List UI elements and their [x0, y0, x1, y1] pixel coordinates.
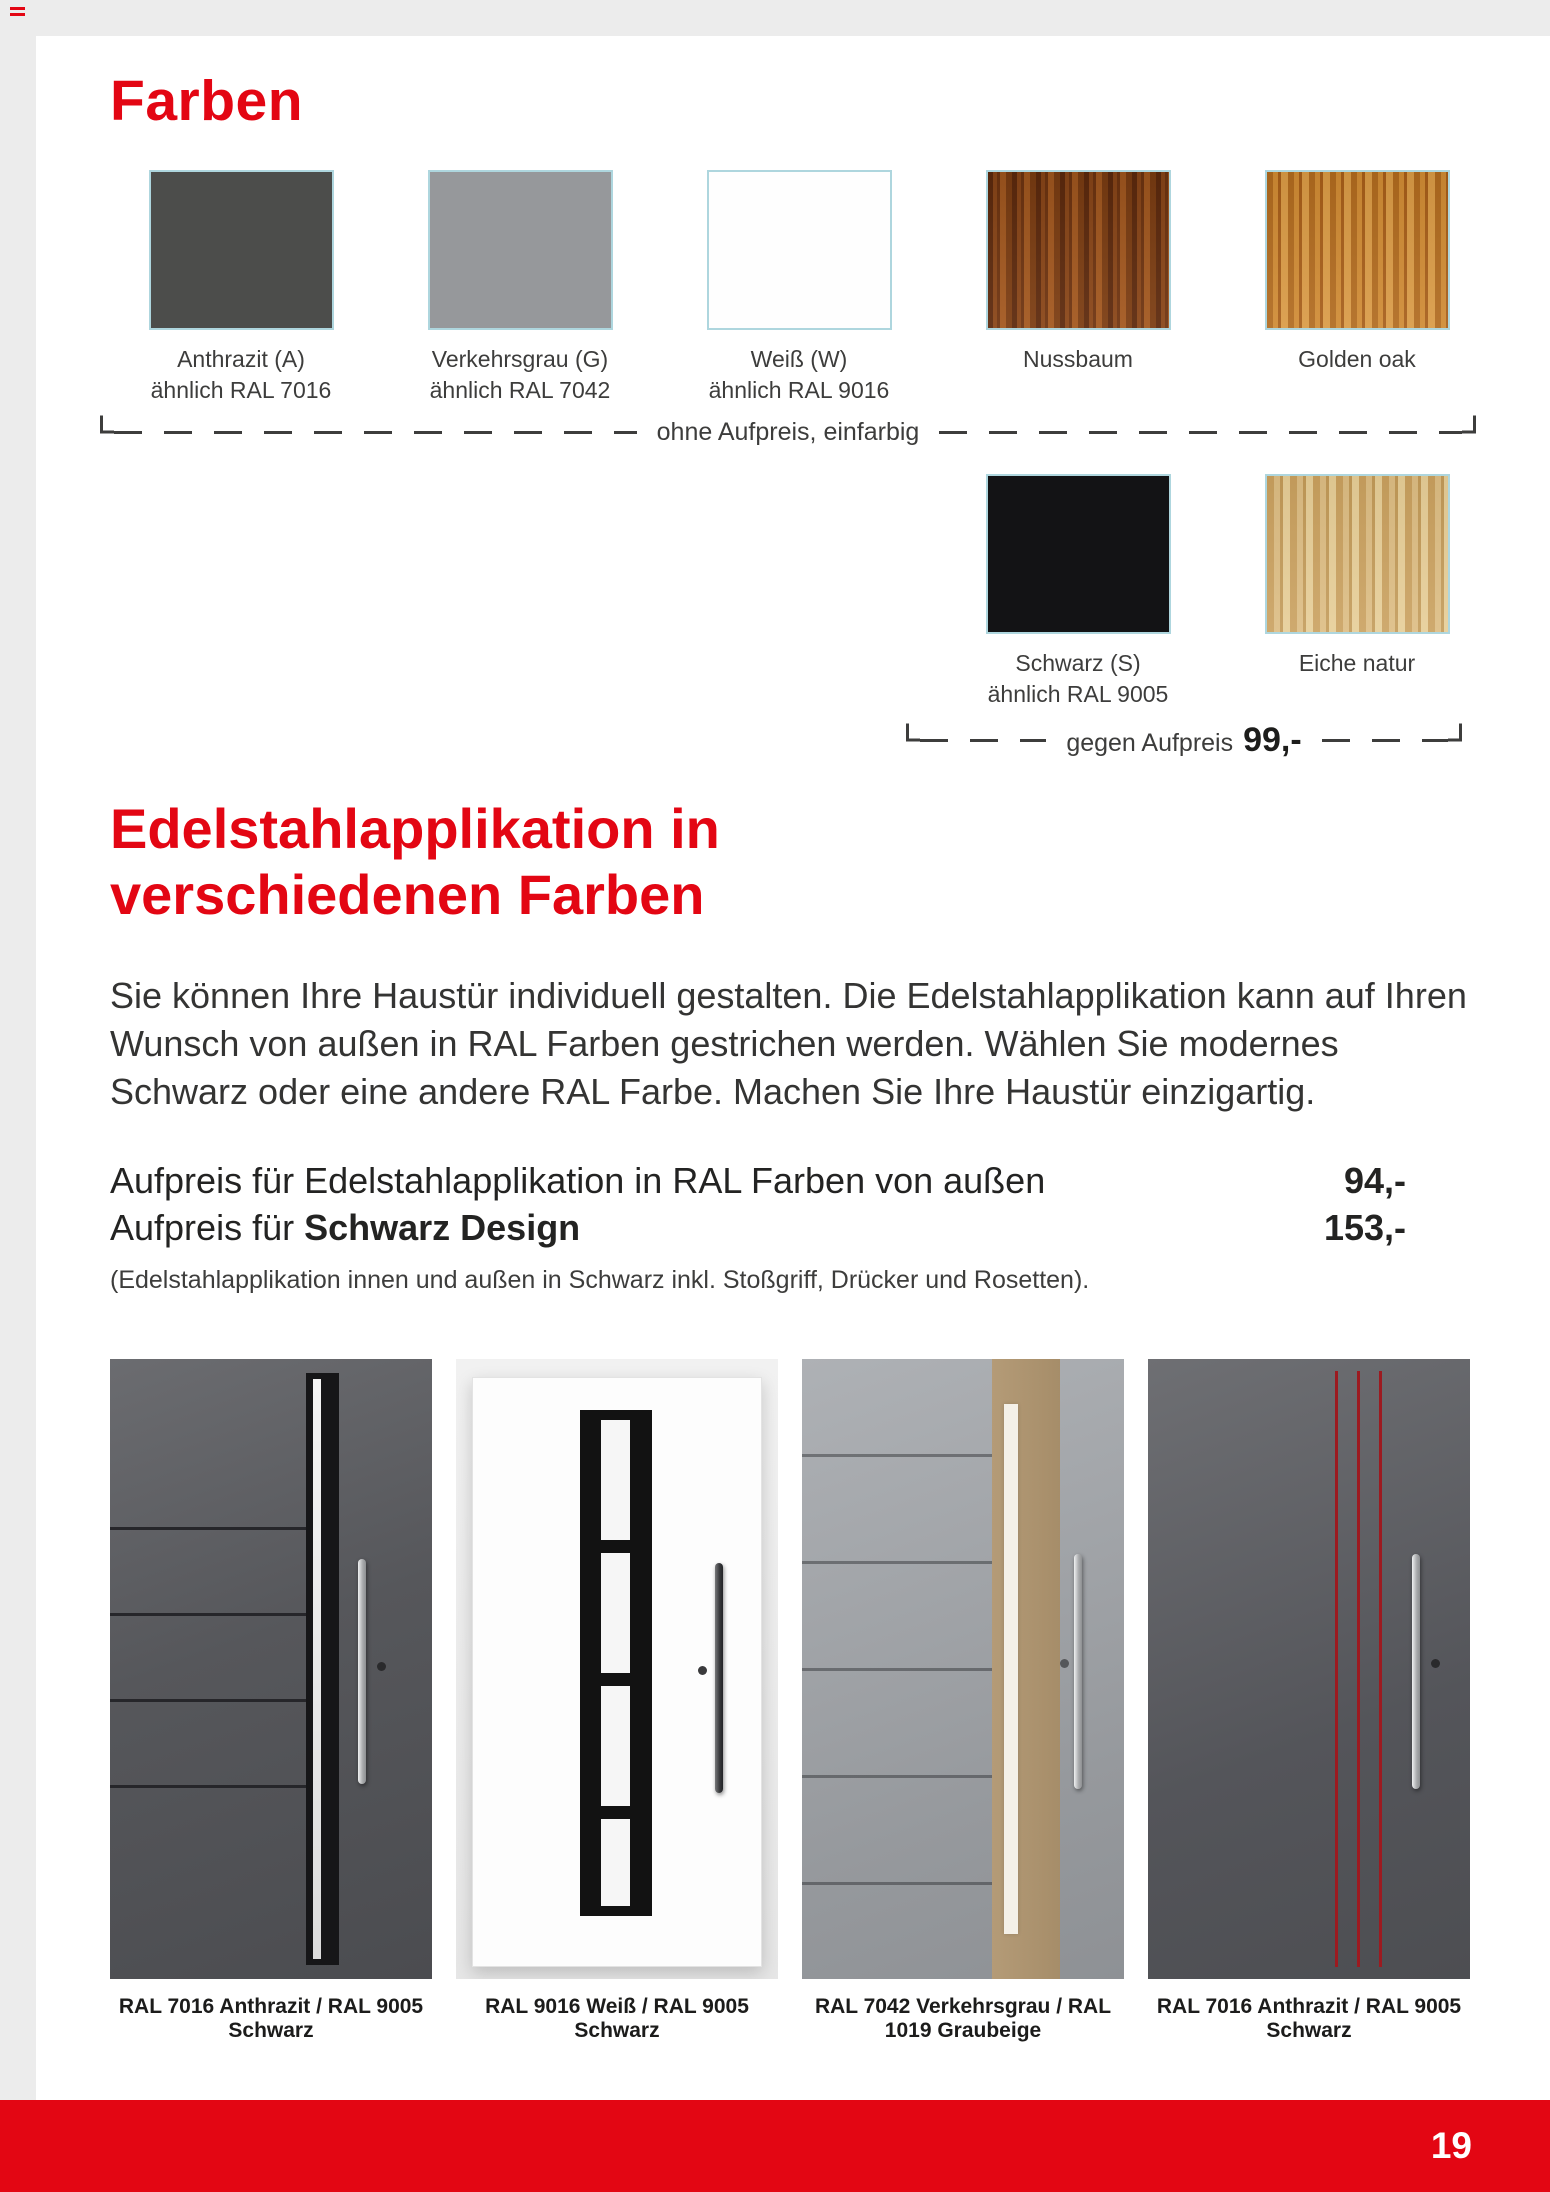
- color-swatch-row-1: [110, 170, 1490, 406]
- door-red-stripes: [1335, 1371, 1382, 1967]
- door-photo-anthrazit-redlines: [1148, 1359, 1470, 1979]
- swatch-label: [430, 344, 611, 406]
- bracket-dashes: [939, 431, 1462, 434]
- intro-paragraph: Sie können Ihre Haustür individuell gestalten. Die Edelstahlapplikation kann auf Ihren Wunsch von außen in RAL Farben gestrichen werden. Wählen Sie modernes Schwarz oder eine andere RAL Farbe. Machen Sie Ihre Haustür einzigartig.: [110, 975, 1467, 1113]
- door-handle-bar: [715, 1563, 723, 1793]
- swatch-name: Weiß (W): [750, 346, 848, 372]
- swatch-name: Nussbaum: [1023, 346, 1133, 372]
- swatch-ral: ähnlich RAL 7042: [429, 377, 611, 404]
- door-lock-cylinder: [377, 1662, 386, 1671]
- door-figure-1: [110, 1359, 432, 2043]
- door-lock-cylinder: [698, 1666, 707, 1675]
- door-glass-slit: [1004, 1404, 1018, 1934]
- door-photo-weiss-schwarz: [456, 1359, 778, 1979]
- color-swatch-eiche-natur: [1265, 474, 1450, 634]
- section-title-farben: Farben: [110, 69, 304, 133]
- bracket-dashes: [114, 431, 637, 434]
- color-swatch-verkehrsgrau: [428, 170, 613, 330]
- door-groove-lines: [110, 1527, 313, 1827]
- title-line-2: verschiedenen Farben: [110, 863, 705, 927]
- door-caption: RAL 9016 Weiß / RAL 9005 Schwarz: [485, 1994, 749, 2042]
- door-handle-bar: [358, 1559, 366, 1784]
- price-label: Aufpreis für Edelstahlapplikation in RAL Farben von außen: [110, 1159, 1046, 1201]
- bracket-corner-right: [1462, 416, 1476, 434]
- swatch-name: Schwarz (S): [1015, 650, 1141, 677]
- door-caption: RAL 7016 Anthrazit / RAL 9005 Schwarz: [118, 1994, 424, 2042]
- door-glazing-panel: [580, 1410, 652, 1916]
- swatch-nussbaum: [947, 170, 1209, 406]
- door-lock-cylinder: [1431, 1659, 1440, 1668]
- swatch-label: [1298, 344, 1416, 375]
- swatch-ral: ähnlich RAL 7016: [150, 377, 332, 404]
- door-caption: RAL 7042 Verkehrsgrau / RAL 1019 Graubeige: [814, 1994, 1112, 2042]
- swatch-label: [151, 344, 332, 406]
- swatch-label: [709, 344, 890, 406]
- page-number: 19: [1430, 2125, 1472, 2166]
- door-handle-bar: [1412, 1554, 1420, 1789]
- door-figure-4: [1148, 1359, 1470, 2043]
- price-table: [110, 1158, 1406, 1252]
- door-glass-panes: [601, 1420, 630, 1906]
- door-photo-anthrazit-schwarz: [110, 1359, 432, 1979]
- surcharge-bracket: [906, 720, 1462, 760]
- door-groove-lines: [802, 1454, 992, 1889]
- bracket-corner-left: [906, 724, 920, 742]
- bracket-corner-left: [100, 416, 114, 434]
- page-sheet: [36, 36, 1550, 2192]
- door-handle-bar: [1074, 1554, 1082, 1789]
- door-beige-band: [992, 1359, 1060, 1979]
- door-gallery: [110, 1359, 1490, 2043]
- swatch-eiche-natur: [1226, 474, 1488, 710]
- surcharge-note: [1046, 721, 1321, 760]
- color-swatch-anthrazit: [149, 170, 334, 330]
- color-swatch-row-2: [110, 474, 1490, 710]
- door-caption: RAL 7016 Anthrazit / RAL 9005 Schwarz: [1156, 1994, 1462, 2042]
- color-swatch-nussbaum: [986, 170, 1171, 330]
- price-label-prefix: Aufpreis für: [110, 1206, 305, 1248]
- swatch-goldenoak: [1226, 170, 1488, 406]
- surcharge-note-text: gegen Aufpreis: [1066, 728, 1234, 757]
- bracket-dashes: [920, 739, 1046, 742]
- door-lock-cylinder: [1060, 1659, 1069, 1668]
- price-row-ral-farben: [110, 1158, 1406, 1205]
- swatch-label: [988, 648, 1169, 710]
- swatch-label: [1299, 648, 1415, 679]
- door-photo-verkehrsgrau-graubeige: [802, 1359, 1124, 1979]
- door-glazing-strip: [306, 1373, 338, 1965]
- price-value: 94,-: [1343, 1159, 1406, 1201]
- door-figure-2: [456, 1359, 778, 2043]
- section-title-edelstahl: [110, 796, 1490, 928]
- swatch-weiss: [668, 170, 930, 406]
- swatch-verkehrsgrau: [389, 170, 651, 406]
- price-row-schwarz-design: [110, 1205, 1406, 1252]
- surcharge-price: 99,-: [1243, 720, 1302, 759]
- color-swatch-goldenoak: [1265, 170, 1450, 330]
- price-label: [110, 1205, 580, 1252]
- swatch-ral: ähnlich RAL 9005: [987, 681, 1169, 708]
- footnote: (Edelstahlapplikation innen und außen in Schwarz inkl. Stoßgriff, Drücker und Rosetten).: [110, 1265, 1090, 1294]
- price-label-bold: Schwarz Design: [304, 1206, 581, 1248]
- swatch-name: Eiche natur: [1298, 650, 1416, 677]
- no-surcharge-note: ohne Aufpreis, einfarbig: [656, 417, 920, 446]
- registration-mark-icon: [10, 7, 25, 19]
- color-swatch-weiss: [707, 170, 892, 330]
- door-glass-slit: [313, 1379, 321, 1959]
- swatch-ral: ähnlich RAL 9016: [708, 377, 890, 404]
- page-content: [36, 36, 1550, 2043]
- door-slab: [472, 1377, 762, 1967]
- bracket-corner-right: [1448, 724, 1462, 742]
- color-swatch-schwarz: [986, 474, 1171, 634]
- bracket-dashes: [1322, 739, 1448, 742]
- footer-bar: [0, 2100, 1550, 2192]
- door-figure-3: [802, 1359, 1124, 2043]
- swatch-schwarz: [947, 474, 1209, 710]
- no-surcharge-bracket: [100, 412, 1476, 452]
- swatch-name: Anthrazit (A): [177, 346, 305, 372]
- swatch-label: [1023, 344, 1133, 375]
- price-value: 153,-: [1323, 1206, 1406, 1248]
- swatch-name: Golden oak: [1298, 346, 1416, 372]
- swatch-anthrazit: [110, 170, 372, 406]
- swatch-name: Verkehrsgrau (G): [431, 346, 609, 372]
- title-line-1: Edelstahlapplikation in: [110, 797, 720, 861]
